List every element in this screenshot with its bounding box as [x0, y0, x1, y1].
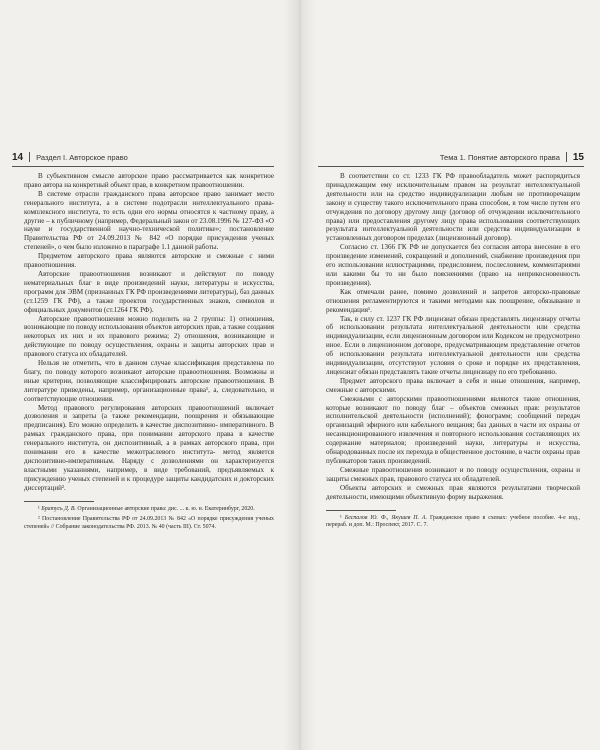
right-page: [300, 0, 600, 750]
right-body: [326, 172, 580, 533]
left-page-number: 14: [12, 151, 24, 163]
paragraph: Смежные правоотношения возникают и по поводу осуществления, охраны и защиты смежных прав, правового статуса их обладателей.: [326, 465, 580, 483]
footnote: [326, 515, 580, 530]
paragraph: Согласно ст. 1366 ГК РФ не допускается без согласия автора внесение в его произведение изменений, сокращений и дополнений, снабжение произведения при его использовании иллюстрациями, предисловием, послесловием, комментариями или какими бы то ни было пояснениями (право на неприкосновенность произведения).: [326, 243, 580, 287]
paragraph: Как отмечали ранее, помимо дозволений и запретов авторско-правовые отношения регламентируются и такими методами как поощрение, обязывание и рекомендация¹.: [326, 287, 580, 314]
footnote-divider: [24, 501, 94, 502]
footnote-text: Постановление Правительства РФ от 24.09.2013 № 842 «О порядке присуждения ученых степеней» // Собрание законодательства РФ. 2013. № 40 (часть III). Ст. 5074.: [24, 516, 274, 530]
footnote-authors: Братусь Д. В.: [41, 505, 76, 512]
left-running-header: [12, 150, 274, 167]
right-page-number: 15: [572, 151, 584, 163]
footnote-text: Гражданское право в схемах: учебное пособие. 4-е изд., перераб. и доп. М.: Проспект, 2017. С. 7.: [326, 514, 580, 529]
right-footnotes: [326, 515, 580, 530]
paragraph: Авторские правоотношения можно поделить на 2 группы: 1) отношения, возникающие по поводу использования объектов авторских прав, а также создания некоторых их них и их правового режима; 2) отношения, возникающие и действующие по поводу осуществления, охраны и защиты авторских прав и правового статуса их обладателей.: [24, 314, 274, 359]
footnote-divider: [326, 510, 396, 511]
footnote-authors: Беспалов Ю. Ф., Якушев П. А.: [344, 514, 428, 521]
footnote-marker: ¹: [340, 514, 342, 521]
footnote-marker: ²: [38, 516, 40, 523]
header-separator: [566, 152, 567, 162]
paragraph: В соответствии со ст. 1233 ГК РФ правообладатель может распорядиться принадлежащим ему исключительным правом на результат интеллектуальной деятельности или на средство индивидуализации любым не противоречащим закону и существу такого исключительного права способом, в том числе путем его отчуждения по договору другому лицу (договор об отчуждении исключительного права) или предоставления другому лицу права использования соответствующих результата интеллектуальной деятельности или средства индивидуализации в установленных договором пределах (лицензионный договор).: [326, 172, 580, 243]
paragraph: Авторские правоотношения возникают и действуют по поводу нематериальных благ в виде произведений науки, литературы и искусства, программ для ЭВМ (признанных ГК РФ произведениями литературы), баз данных (ст.1259 ГК РФ), а также проектов государственных знаков, символов и официальных документов (ст.1264 ГК РФ).: [24, 269, 274, 314]
footnote-marker: ¹: [38, 505, 40, 512]
paragraph: Объекты авторских и смежных прав являются результатами творческой деятельности, имеющими объективную форму выражения.: [326, 483, 580, 501]
right-running-header: [318, 150, 584, 167]
footnote-text: Организационные авторские права: дис. ... к. ю. н. Екатеринбург, 2020.: [75, 505, 255, 512]
paragraph: Предмет авторского права включает в себя и иные отношения, например, смежные с авторскими.: [326, 376, 580, 394]
paragraph: Метод правового регулирования авторских правоотношений включает дозволения и запреты (а также рекомендации, поощрения и обязывающие предписания). Его можно определить в качестве диспозитивно- императивного. В рамках гражданского права, при понимании авторского права в качестве генерального института, он диспозитивный, а в рамках авторского права, при понимании его в качестве межотраслевого института- метод является диспозитивно-императивным. Наряду с дозволениями он характеризуется властными указаниями, например, в виде требований, предъявляемых к присуждению ученых степеней и к процедуре защиты кандидатских и докторских диссертаций².: [24, 403, 274, 492]
paragraph: В субъективном смысле авторское право рассматривается как конкретное право автора на конкретный объект прав, в конкретном правоотношении.: [24, 172, 274, 189]
header-separator: [29, 152, 30, 162]
paragraph: Так, в силу ст. 1237 ГК РФ лицензиат обязан представлять лицензиару отчеты об использовании результата интеллектуальной деятельности или средства индивидуализации, если лицензионным договором или Кодексом не предусмотрено иное. Если в лицензионном договоре, предусматривающем представление отчетов об использовании результата интеллектуальной деятельности или средства индивидуализации, отсутствуют условия о сроке и порядке их представления, лицензиат обязан представлять такие отчеты лицензиару по его требованию.: [326, 314, 580, 376]
paragraph: Предметом авторского права являются авторские и смежные с ними правоотношения.: [24, 252, 274, 270]
paragraph: Нельзя не отметить, что в данном случае классификация представлена по благу, по поводу которого возникают авторские правоотношения. Возможны и иные критерии, позволяющие классифицировать авторские правоотношения. В литературе приведены, например, организационные права¹, а, следовательно, и соответствующие отношения.: [24, 359, 274, 403]
footnote: [24, 506, 274, 514]
footnote: [24, 516, 274, 531]
paragraph: В системе отрасли гражданского права авторское право занимает место генерального института, а в системе подотрасли интеллектуального права- комплексного института, то есть одни его нормы относятся к частному праву, а другие – к публичному (например, Федеральный закон от 23.08.1996 № 127-ФЗ «О науке и государственной научно-технической политике»; постановление Правительства РФ от 24.09.2013 № 842 «О порядке присуждения ученых степеней», о чем было изложено в параграфе 1.1 данной работы.: [24, 189, 274, 252]
left-body: [24, 172, 274, 534]
right-section-title: Тема 1. Понятие авторского права: [439, 152, 560, 162]
left-section-title: Раздел I. Авторское право: [36, 152, 128, 162]
paragraph: Смежными с авторскими правоотношениями являются такие отношения, которые возникают по поводу благ – объектов смежных прав: результатов исполнительской деятельности (исполнений); фонограмм; сообщений передач организаций эфирного или кабельного вещания; баз данных в части их охраны от несанкционированного извлечения и повторного использования составляющих их содержание материалов; произведений науки, литературы и искусства, обнародованных после их перехода в общественное достояние, в части охраны прав публикаторов таких произведений.: [326, 394, 580, 465]
left-footnotes: [24, 506, 274, 532]
